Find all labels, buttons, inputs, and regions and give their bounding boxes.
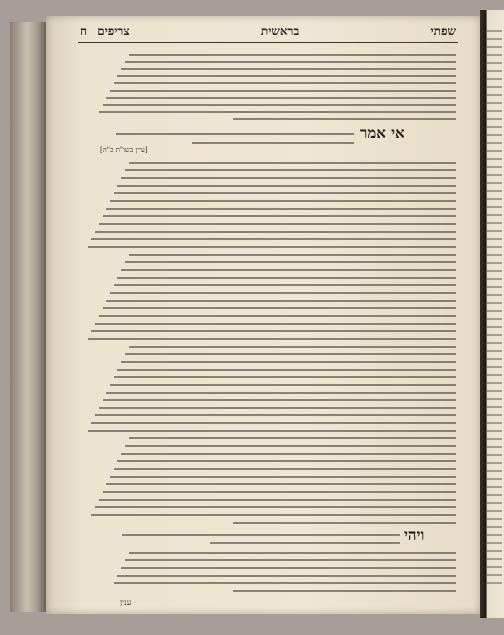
text-line [110,200,456,202]
text-line [486,390,502,392]
text-line [114,82,456,84]
text-line [486,334,502,336]
text-line [125,559,456,561]
text-line [486,350,502,352]
text-line [486,246,502,248]
text-line [114,376,456,378]
text-line [486,142,502,144]
text-line [486,158,502,160]
text-line [129,552,456,554]
text-line [486,174,502,176]
text-line [110,292,456,294]
text-line [486,278,502,280]
text-line [114,582,456,584]
text-line [486,318,502,320]
text-line [103,399,456,401]
header-rule [78,42,458,43]
heading-vayehi: ויהי [404,526,425,544]
text-line [117,460,456,462]
text-line [486,502,502,504]
header-right: שפתי [430,23,456,38]
text-line [117,277,456,279]
text-line [486,102,502,104]
facing-page-text [486,24,502,604]
text-line [91,238,456,240]
text-line [486,510,502,512]
text-line [486,270,502,272]
text-line [486,406,502,408]
text-line [103,307,456,309]
text-line [486,294,502,296]
text-line [95,323,456,325]
text-line [114,284,456,286]
text-line [486,414,502,416]
text-line [486,438,502,440]
text-line [486,62,502,64]
text-line [95,414,456,416]
text-line [125,61,456,63]
text-line [129,54,456,56]
text-line [103,491,456,493]
text-line [486,230,502,232]
book-binding [10,22,48,612]
text-line [129,254,456,256]
text-line [121,68,456,70]
text-line [486,470,502,472]
text-line [486,110,502,112]
text-line [486,38,502,40]
text-line [117,575,456,577]
text-line [129,162,456,164]
catchword: ענין [120,598,132,607]
text-line [486,582,502,584]
text-line [486,30,502,32]
text-line [117,185,456,187]
text-block-main [84,158,456,526]
header-book-title: בראשית [260,23,300,38]
text-line [486,198,502,200]
text-line [486,118,502,120]
text-line [486,78,502,80]
text-line [117,75,456,77]
text-line [486,526,502,528]
text-line [486,358,502,360]
text-line [486,254,502,256]
text-line [486,46,502,48]
text-line [486,310,502,312]
text-line [486,214,502,216]
text-line [91,514,456,516]
text-line [210,542,400,544]
text-line [233,590,456,592]
text-line [99,223,456,225]
text-line [88,430,456,432]
text-line [486,430,502,432]
text-block-vayehi-lines [84,530,400,546]
text-line [486,382,502,384]
text-line [125,261,456,263]
text-line [95,231,456,233]
text-line [486,550,502,552]
text-line [110,90,456,92]
text-line [125,169,456,171]
text-line [114,192,456,194]
text-line [486,94,502,96]
text-line [486,518,502,520]
text-line [486,262,502,264]
text-line [486,534,502,536]
text-line [486,326,502,328]
text-block-bottom [84,548,456,594]
text-line [99,315,456,317]
text-line [486,366,502,368]
text-line [486,134,502,136]
text-line [99,111,456,113]
text-line [125,445,456,447]
text-line [121,567,456,569]
text-line [233,522,456,524]
text-block-amar-lines [84,128,354,146]
text-line [122,534,400,536]
text-line [486,86,502,88]
text-line [486,70,502,72]
text-line [91,422,456,424]
text-line [129,346,456,348]
text-line [486,462,502,464]
text-line [99,407,456,409]
text-line [110,384,456,386]
text-line [91,330,456,332]
running-header [80,20,456,42]
text-line [486,166,502,168]
text-line [486,302,502,304]
text-line [486,238,502,240]
text-line [106,483,456,485]
text-line [486,190,502,192]
text-line [99,499,456,501]
text-line [125,353,456,355]
text-line [486,374,502,376]
text-line [486,574,502,576]
text-line [486,222,502,224]
text-line [486,454,502,456]
text-line [110,476,456,478]
text-line [121,453,456,455]
text-line [103,215,456,217]
text-line [486,478,502,480]
text-line [106,97,456,99]
text-line [121,361,456,363]
text-line [117,369,456,371]
text-line [88,246,456,248]
text-line [106,208,456,210]
header-page-letter: ח [80,23,88,38]
text-line [486,566,502,568]
heading-amar: אי אמר [360,124,405,142]
text-line [486,486,502,488]
text-line [486,558,502,560]
text-line [486,542,502,544]
text-line [486,342,502,344]
text-line [486,286,502,288]
text-line [233,118,456,120]
text-line [121,177,456,179]
text-line [116,133,354,135]
text-line [114,468,456,470]
text-line [95,506,456,508]
text-line [486,150,502,152]
text-line [486,206,502,208]
bracket-ref: [עיין בשו"ת כ"ה] [100,146,148,154]
text-line [486,182,502,184]
text-line [486,422,502,424]
text-line [486,398,502,400]
header-portion: צריפים [97,23,130,38]
text-line [486,446,502,448]
text-line [192,142,354,144]
text-block-top [84,50,456,122]
text-line [486,494,502,496]
text-line [88,338,456,340]
text-line [106,392,456,394]
text-line [129,437,456,439]
text-line [486,126,502,128]
text-line [486,54,502,56]
text-line [106,300,456,302]
text-line [121,269,456,271]
text-line [103,104,456,106]
